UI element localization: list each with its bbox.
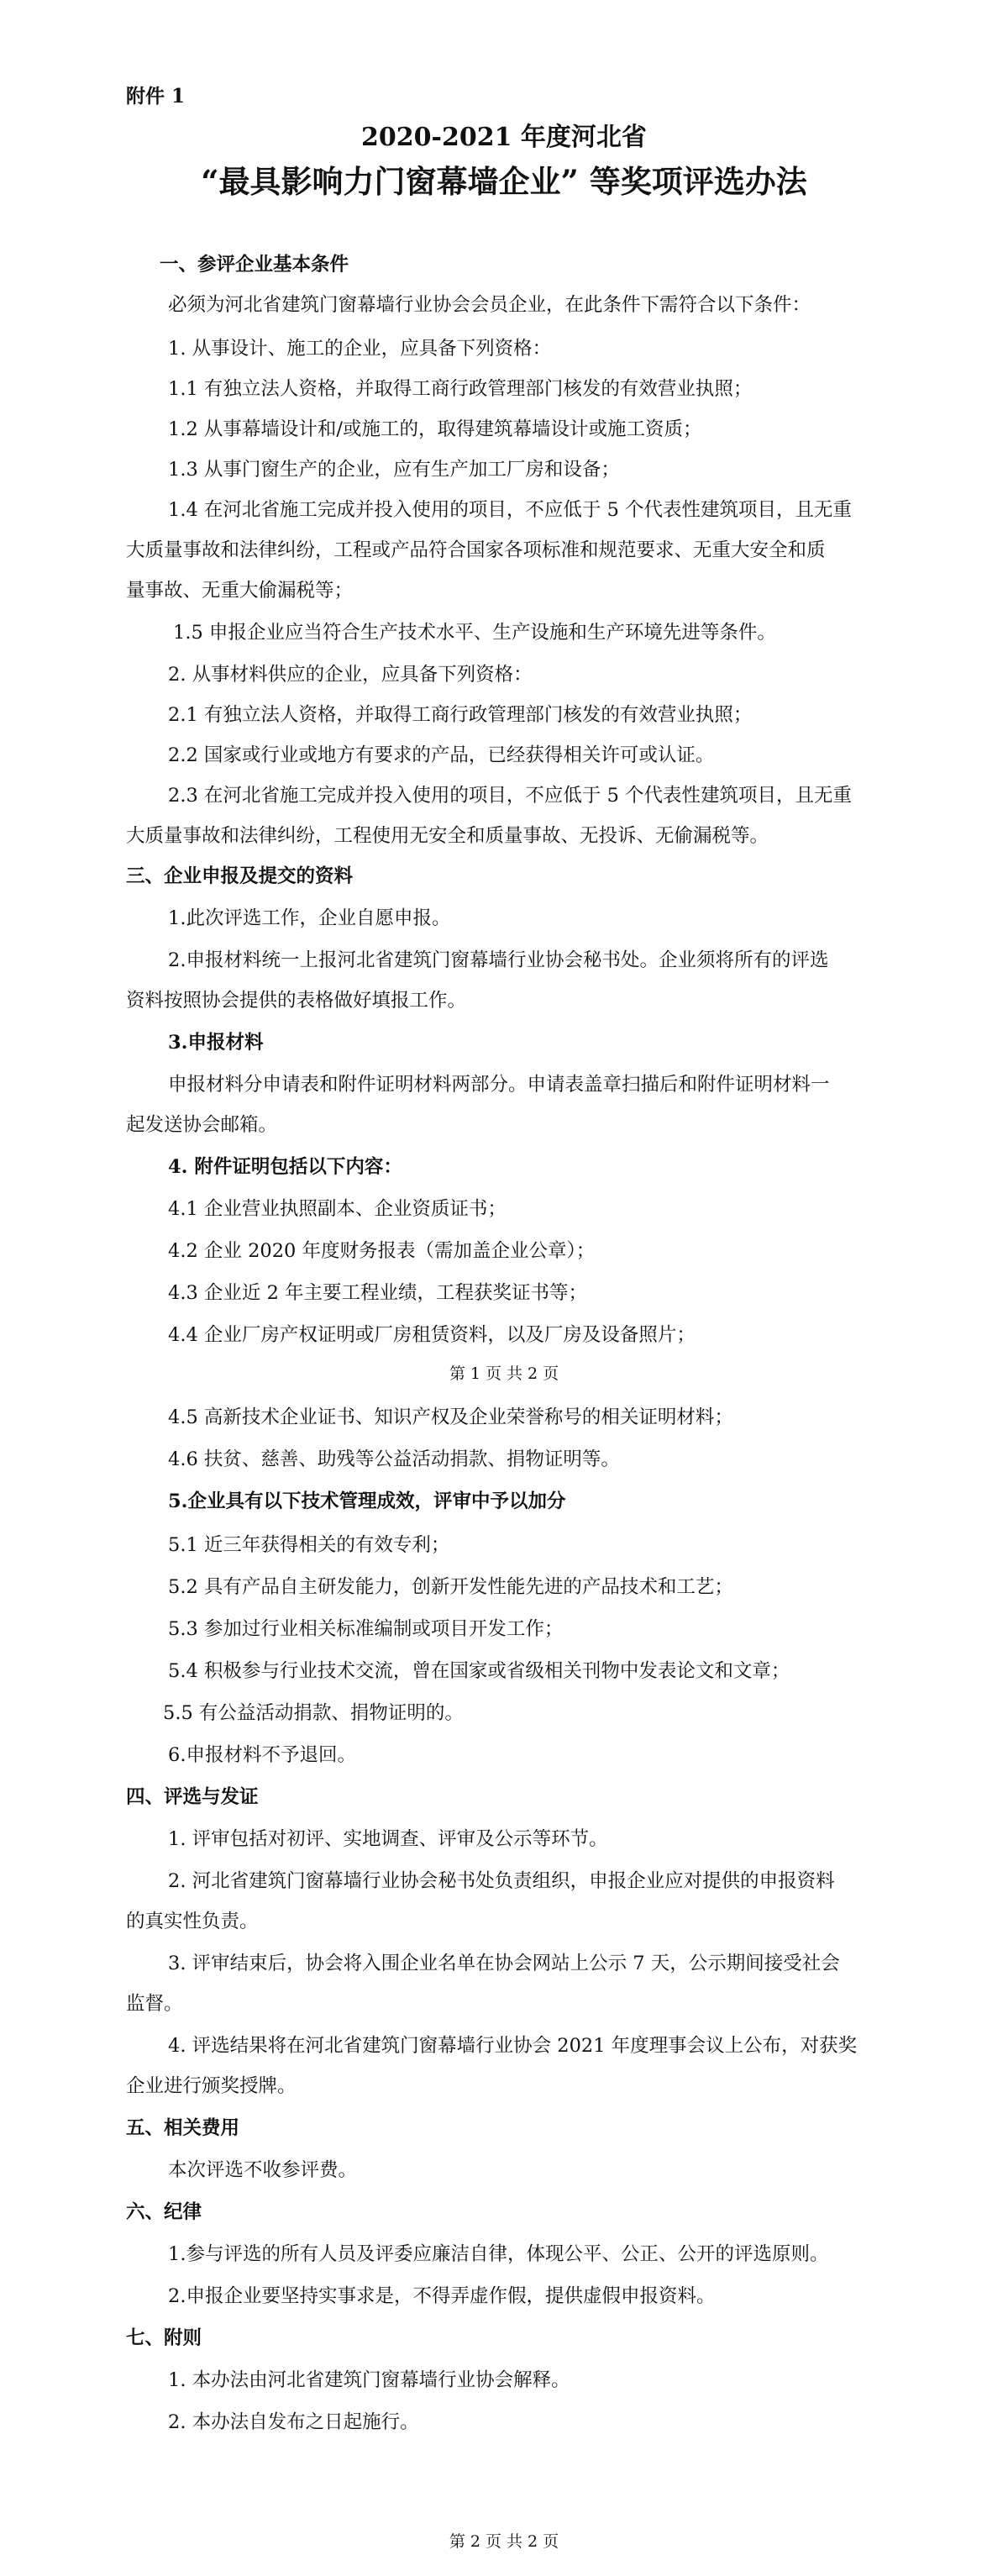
section-heading: 三、企业申报及提交的资料 [126,865,354,887]
paragraph-line: 2. 本办法自发布之日起施行。 [168,2411,419,2433]
paragraph-line: 监督。 [126,1993,183,2015]
paragraph-line: 1.参与评选的所有人员及评委应廉洁自律，体现公平、公正、公开的评选原则。 [168,2243,829,2265]
paragraph-line: 2.申报企业要坚持实事求是，不得弄虚作假，提供虚假申报资料。 [168,2285,716,2307]
paragraph-line: 1.此次评选工作，企业自愿申报。 [168,907,451,929]
paragraph-line: 4.2 企业 2020 年度财务报表（需加盖企业公章）； [168,1240,596,1262]
document-title-line-1: 2020-2021 年度河北省 [361,123,647,152]
paragraph-line: 2.1 有独立法人资格，并取得工商行政管理部门核发的有效营业执照； [168,704,753,726]
paragraph-line: 6.申报材料不予退回。 [168,1744,356,1766]
page-2-footer: 第 2 页 共 2 页 [449,2532,559,2551]
paragraph-line: 本次评选不收参评费。 [168,2159,358,2181]
section-heading: 四、评选与发证 [126,1786,259,1808]
paragraph-line: 5.3 参加过行业相关标准编制或项目开发工作； [168,1618,564,1640]
paragraph-line: 大质量事故和法律纠纷，工程或产品符合国家各项标准和规范要求、无重大安全和质 [126,539,826,561]
paragraph-line: 1. 从事设计、施工的企业，应具备下列资格： [168,338,552,360]
paragraph-line: 4.6 扶贫、慈善、助残等公益活动捐款、捐物证明等。 [168,1448,620,1470]
section-heading: 七、附则 [126,2327,202,2349]
paragraph-line: 5.2 具有产品自主研发能力，创新开发性能先进的产品技术和工艺； [168,1576,733,1598]
paragraph-line: 1. 评审包括对初评、实地调查、评审及公示等环节。 [168,1828,608,1850]
section-heading: 六、纪律 [126,2201,202,2223]
paragraph-line: 4.4 企业厂房产权证明或厂房租赁资料，以及厂房及设备照片； [168,1324,696,1346]
paragraph-line: 2.3 在河北省施工完成并投入使用的项目，不应低于 5 个代表性建筑项目，且无重 [168,785,853,807]
page-1-footer: 第 1 页 共 2 页 [449,1364,559,1383]
paragraph-line: 5.4 积极参与行业技术交流，曾在国家或省级相关刊物中发表论文和文章； [168,1660,790,1682]
paragraph-line: 大质量事故和法律纠纷，工程使用无安全和质量事故、无投诉、无偷漏税等。 [126,825,769,847]
paragraph-line: 4.3 企业近 2 年主要工程业绩，工程获奖证书等； [168,1282,588,1304]
paragraph-line: 量事故、无重大偷漏税等； [126,580,354,602]
paragraph-line: 的真实性负责。 [126,1911,259,1932]
section-heading: 3.申报材料 [168,1032,264,1054]
paragraph-line: 5.5 有公益活动捐款、捐物证明的。 [163,1702,464,1724]
paragraph-line: 2. 从事材料供应的企业，应具备下列资格： [168,664,533,686]
paragraph-line: 1. 本办法由河北省建筑门窗幕墙行业协会解释。 [168,2369,570,2391]
paragraph-line: 4. 评选结果将在河北省建筑门窗幕墙行业协会 2021 年度理事会议上公布，对获奖 [168,2035,858,2057]
section-heading: 一、参评企业基本条件 [160,254,349,276]
paragraph-line: 2.2 国家或行业或地方有要求的产品，已经获得相关许可或认证。 [168,744,715,766]
paragraph-line: 资料按照协会提供的表格做好填报工作。 [126,990,467,1012]
paragraph-line: 申报材料分申请表和附件证明材料两部分。申请表盖章扫描后和附件证明材料一 [168,1074,830,1096]
paragraph-line: 1.1 有独立法人资格，并取得工商行政管理部门核发的有效营业执照； [168,378,753,400]
section-heading: 五、相关费用 [126,2117,240,2139]
paragraph-line: 企业进行颁奖授牌。 [126,2075,297,2097]
paragraph-line: 1.3 从事门窗生产的企业，应有生产加工厂房和设备； [168,459,620,481]
document-title-line-2: “最具影响力门窗幕墙企业” 等奖项评选办法 [201,163,807,200]
paragraph-line: 2. 河北省建筑门窗幕墙行业协会秘书处负责组织，申报企业应对提供的申报资料 [168,1870,835,1892]
attachment-label: 附件 1 [126,85,186,108]
paragraph-line: 3. 评审结束后，协会将入围企业名单在协会网站上公示 7 天，公示期间接受社会 [168,1953,840,1974]
paragraph-line: 2.申报材料统一上报河北省建筑门窗幕墙行业协会秘书处。企业须将所有的评选 [168,949,829,971]
section-heading: 5.企业具有以下技术管理成效，评审中予以加分 [168,1490,566,1512]
paragraph-line: 1.5 申报企业应当符合生产技术水平、生产设施和生产环境先进等条件。 [173,622,776,644]
paragraph-line: 4.1 企业营业执照副本、企业资质证书； [168,1198,507,1220]
paragraph-line: 4.5 高新技术企业证书、知识产权及企业荣誉称号的相关证明材料； [168,1406,733,1428]
paragraph-line: 1.4 在河北省施工完成并投入使用的项目，不应低于 5 个代表性建筑项目，且无重 [168,499,853,521]
section-heading: 4. 附件证明包括以下内容： [168,1156,402,1178]
paragraph-line: 起发送协会邮箱。 [126,1114,278,1136]
paragraph-line: 5.1 近三年获得相关的有效专利； [168,1534,450,1556]
paragraph-line: 必须为河北省建筑门窗幕墙行业协会会员企业，在此条件下需符合以下条件： [168,294,811,316]
paragraph-line: 1.2 从事幕墙设计和/或施工的，取得建筑幕墙设计或施工资质； [168,418,702,440]
